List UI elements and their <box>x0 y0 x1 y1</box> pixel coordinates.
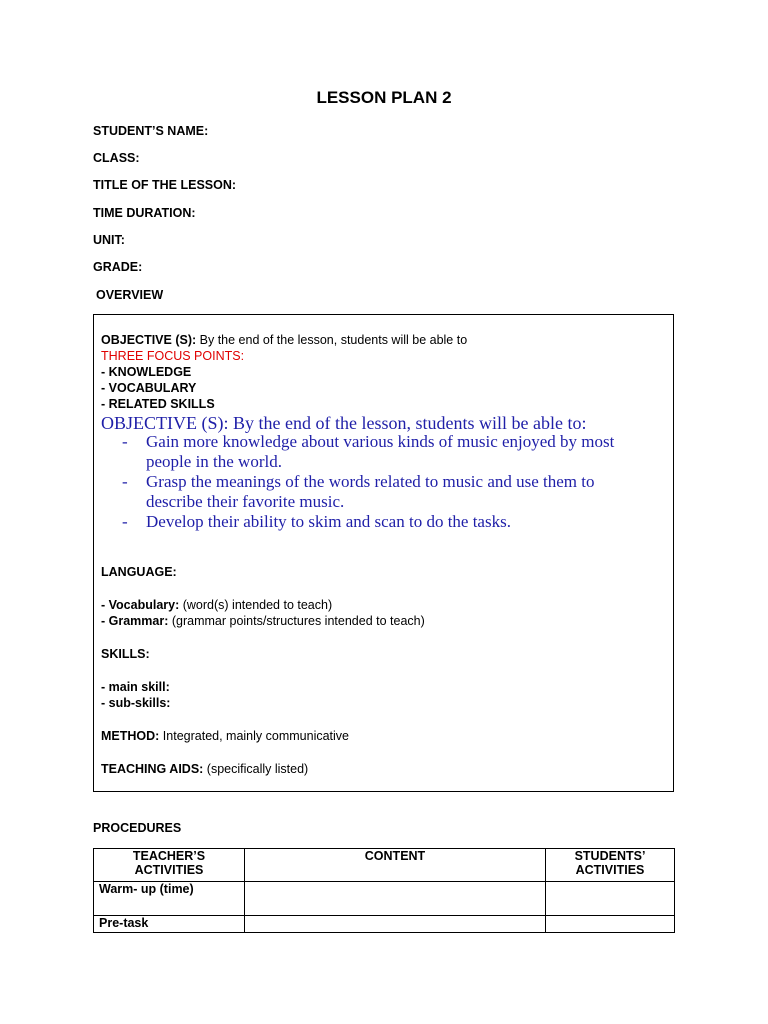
header-students-activities: STUDENTS’ ACTIVITIES <box>546 849 675 882</box>
focus-point-knowledge: - KNOWLEDGE <box>101 365 192 379</box>
vocabulary-line <box>101 598 332 612</box>
focus-points-label: THREE FOCUS POINTS: <box>101 349 245 363</box>
table-cell[interactable] <box>245 916 546 933</box>
objective-item-text: Gain more knowledge about various kinds of music enjoyed by most people in the world. <box>146 432 615 471</box>
method-text: Integrated, mainly communicative <box>159 729 349 743</box>
students-name-label: STUDENT’S NAME: <box>93 124 209 138</box>
method-line <box>101 729 349 743</box>
table-header-row <box>94 849 675 882</box>
list-item <box>119 472 646 512</box>
list-item <box>119 432 646 472</box>
table-cell[interactable] <box>245 882 546 916</box>
blue-objective-heading <box>101 413 586 434</box>
grammar-prefix: - <box>101 614 109 628</box>
procedures-label: PROCEDURES <box>93 821 182 835</box>
grammar-label: Grammar: <box>108 614 169 628</box>
unit-label: UNIT: <box>93 233 125 247</box>
method-label: METHOD: <box>101 729 160 743</box>
teaching-aids-label: TEACHING AIDS: <box>101 762 204 776</box>
table-row <box>94 916 675 933</box>
objective-line <box>101 333 467 347</box>
vocab-prefix: - <box>101 598 109 612</box>
grade-label: GRADE: <box>93 260 143 274</box>
table-cell[interactable] <box>546 916 675 933</box>
bullet-dash: - <box>122 512 128 531</box>
grammar-text: (grammar points/structures intended to teach) <box>168 614 425 628</box>
bullet-dash: - <box>122 432 128 451</box>
blue-objective-label: OBJECTIVE (S): <box>101 413 229 433</box>
overview-box <box>93 314 674 792</box>
sub-skills-label: - sub-skills: <box>101 696 171 710</box>
table-cell[interactable] <box>546 882 675 916</box>
time-duration-label: TIME DURATION: <box>93 206 196 220</box>
header-content: CONTENT <box>245 849 546 882</box>
objective-item-text: Develop their ability to skim and scan to do the tasks. <box>146 512 511 531</box>
class-label: CLASS: <box>93 151 140 165</box>
teaching-aids-text: (specifically listed) <box>203 762 309 776</box>
vocabulary-text: (word(s) intended to teach) <box>179 598 333 612</box>
objective-item-text: Grasp the meanings of the words related to music and use them to describe their favorite music. <box>146 472 595 511</box>
bullet-dash: - <box>122 472 128 491</box>
language-label: LANGUAGE: <box>101 565 177 579</box>
teaching-aids-line <box>101 762 308 776</box>
row-warm-up: Warm- up (time) <box>94 882 245 916</box>
blue-objective-text: By the end of the lesson, students will be able to: <box>228 413 587 433</box>
objective-list <box>119 432 646 532</box>
table-row <box>94 882 675 916</box>
header-teachers-activities: TEACHER’S ACTIVITIES <box>94 849 245 882</box>
overview-label: OVERVIEW <box>96 288 164 302</box>
procedures-table <box>93 848 675 933</box>
focus-point-skills: - RELATED SKILLS <box>101 397 215 411</box>
list-item <box>119 512 646 532</box>
skills-label: SKILLS: <box>101 647 150 661</box>
main-skill-label: - main skill: <box>101 680 170 694</box>
row-pre-task: Pre-task <box>94 916 245 933</box>
objective-text: By the end of the lesson, students will be able to <box>196 333 468 347</box>
page-title: LESSON PLAN 2 <box>316 88 452 107</box>
lesson-title-label: TITLE OF THE LESSON: <box>93 178 237 192</box>
vocabulary-label: Vocabulary: <box>108 598 180 612</box>
objective-label: OBJECTIVE (S): <box>101 333 197 347</box>
grammar-line <box>101 614 425 628</box>
focus-point-vocabulary: - VOCABULARY <box>101 381 197 395</box>
